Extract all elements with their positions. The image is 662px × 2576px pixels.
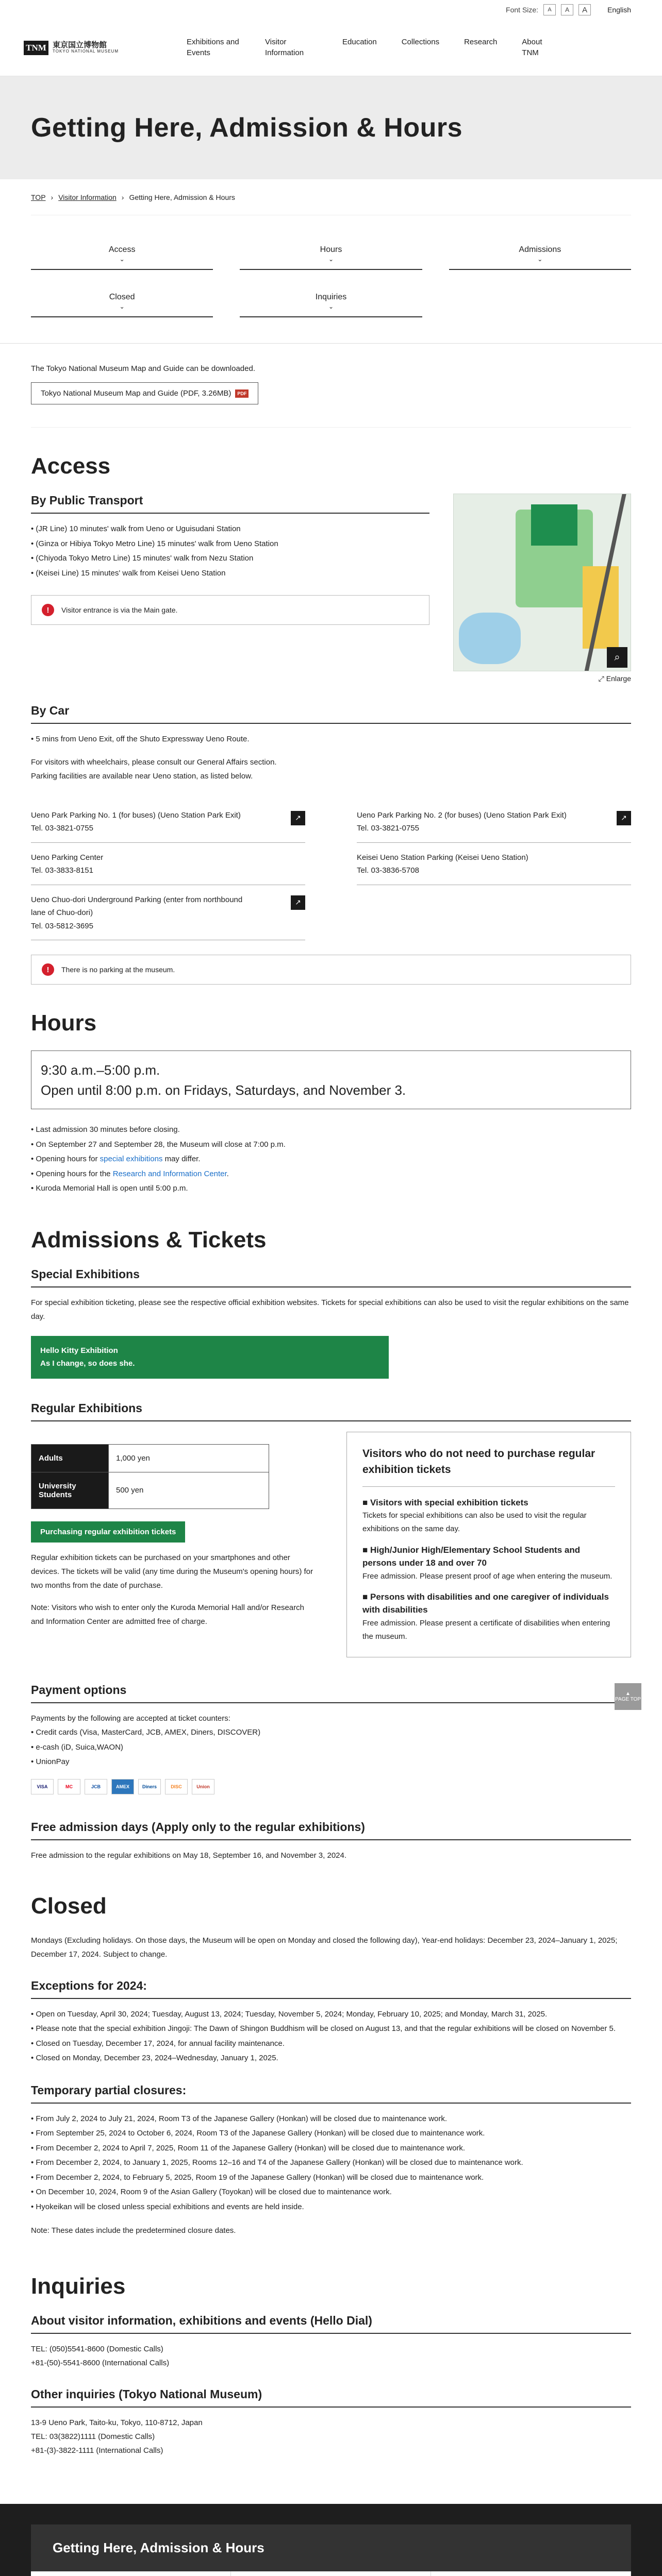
regular-exhibitions-title: Regular Exhibitions [31, 1401, 631, 1421]
nav-exhibitions[interactable]: Exhibitions and Events [187, 38, 239, 57]
guide-text: The Tokyo National Museum Map and Guide can be downloaded. [31, 364, 255, 373]
page-top-label: PAGE TOP [615, 1697, 641, 1703]
map-museum-area [531, 504, 577, 546]
admissions-section [31, 1196, 641, 1862]
visa-icon: VISA [31, 1779, 54, 1794]
list-item: • 5 mins from Ueno Exit, off the Shuto Expressway Ueno Route. [31, 732, 631, 747]
parking-item [31, 801, 305, 843]
no-parking-text: There is no parking at the museum. [61, 965, 175, 974]
list-item: • Closed on Tuesday, December 17, 2024, for annual facility maintenance. [31, 2037, 631, 2052]
exceptions-title: Exceptions for 2024: [31, 1979, 631, 1999]
other-inquiries-title: Other inquiries (Tokyo National Museum) [31, 2387, 631, 2408]
parking-name: Ueno Park Parking No. 2 (for buses) (Ueno Station Park Exit) [357, 810, 567, 820]
payment-logos [31, 1779, 631, 1794]
entrance-note [31, 595, 429, 625]
external-link-icon[interactable]: ↗ [291, 895, 305, 910]
parking-item [31, 885, 305, 941]
list-item: • Opening hours for the Research and Information Center. [31, 1167, 631, 1182]
language-selector[interactable]: English [607, 6, 631, 14]
temporary-closures-list [31, 2112, 631, 2215]
hours-title: Hours [31, 1010, 97, 1036]
list-item: • Credit cards (Visa, MasterCard, JCB, AMEX, Diners, DISCOVER) [31, 1725, 631, 1740]
enlarge-label: Enlarge [606, 674, 631, 683]
chevron-down-icon: ⌄ [119, 303, 125, 310]
footer-title: Getting Here, Admission & Hours [31, 2524, 631, 2571]
chevron-down-icon: ⌄ [328, 303, 334, 310]
parking-item [31, 843, 305, 885]
site-header [0, 20, 662, 76]
footer-link-campus-members[interactable] [231, 2571, 431, 2576]
entrance-note-text: Visitor entrance is via the Main gate. [61, 606, 178, 614]
hours-box [31, 1050, 631, 1109]
car-list [31, 732, 631, 747]
list-item: • From July 2, 2024 to July 21, 2024, Room T3 of the Japanese Gallery (Honkan) will be closed due to maintenance work. [31, 2112, 631, 2127]
no-parking-note [31, 955, 631, 985]
jump-hours[interactable] [240, 241, 422, 270]
parking-name: Ueno Chuo-dori Underground Parking (enter from northbound lane of Chuo-dori) [31, 895, 243, 917]
parking-item [357, 801, 631, 843]
special-text: For special exhibition ticketing, please see the respective official exhibition websites. Tickets for special exhibitions can also be used to visit the regular exhibitions on the same day. [31, 1298, 629, 1321]
regular-note: Note: Visitors who wish to enter only the Kuroda Memorial Hall and/or Research and Information Center are admitted free of charge. [31, 1603, 304, 1626]
parking-tel: Tel. 03-3833-8151 [31, 866, 93, 875]
jump-access[interactable] [31, 241, 213, 270]
list-item: • e-cash (iD, Suica,WAON) [31, 1740, 631, 1755]
list-item: • Hyokeikan will be closed unless special exhibitions and events are held inside. [31, 2200, 631, 2215]
page-title: Getting Here, Admission & Hours [31, 113, 463, 143]
breadcrumb [31, 179, 631, 215]
topbar [0, 0, 662, 20]
site-logo[interactable] [24, 41, 160, 55]
amex-icon: AMEX [111, 1779, 134, 1794]
list-item [31, 1152, 631, 1167]
temporary-note: Note: These dates include the predetermined closure dates. [31, 2226, 236, 2235]
breadcrumb-current: Getting Here, Admission & Hours [129, 193, 235, 201]
alert-icon: ! [42, 604, 54, 616]
free-item-desc: Free admission. Please present proof of age when entering the museum. [362, 1571, 613, 1581]
admissions-title: Admissions & Tickets [31, 1227, 267, 1252]
car-text-1: For visitors with wheelchairs, please consult our General Affairs section. [31, 757, 277, 767]
free-item-desc: Tickets for special exhibitions can also be used to visit the regular exhibitions on the same day. [362, 1511, 587, 1534]
footer-link-admissions[interactable] [31, 2571, 231, 2576]
tel-international: +81-(3)-3822-1111 (International Calls) [31, 2446, 163, 2455]
jcb-icon: JCB [85, 1779, 107, 1794]
visitor-inquiries-title: About visitor information, exhibitions and events (Hello Dial) [31, 2314, 631, 2334]
list-item: • On September 27 and September 28, the Museum will close at 7:00 p.m. [31, 1138, 631, 1153]
free-days-text: Free admission to the regular exhibitions on May 18, September 16, and November 3, 2024. [31, 1851, 347, 1860]
special-button-line2: As I change, so does she. [40, 1359, 135, 1368]
jump-admissions[interactable] [449, 241, 631, 270]
list-item: • On December 10, 2024, Room 9 of the Asian Gallery (Toyokan) will be closed due to maintenance work. [31, 2185, 631, 2200]
hours-extended: Open until 8:00 p.m. on Fridays, Saturdays, and November 3. [41, 1082, 406, 1098]
list-item: • Closed on Monday, December 23, 2024–Wednesday, January 1, 2025. [31, 2051, 631, 2066]
parking-name: Keisei Ueno Station Parking (Keisei Ueno Station) [357, 853, 528, 862]
map-guide-download-button[interactable] [31, 382, 258, 404]
hours-notes [31, 1123, 631, 1196]
expand-icon: ⤢ [598, 674, 606, 683]
free-visitors-title: Visitors who do not need to purchase regular exhibition tickets [362, 1446, 615, 1487]
free-item-title: ■ Persons with disabilities and one caregiver of individuals with disabilities [362, 1591, 609, 1615]
list-item: • Please note that the special exhibition Jingoji: The Dawn of Shingon Buddhism will be closed on August 13, and that the regular exhibitions will be closed on November 5. [31, 2022, 631, 2037]
parking-tel: Tel. 03-3821-0755 [357, 824, 419, 833]
free-item-title: ■ Visitors with special exhibition tickets [362, 1497, 528, 1507]
enlarge-link[interactable] [453, 674, 631, 683]
closed-title: Closed [31, 1893, 107, 1919]
external-link-icon[interactable]: ↗ [291, 811, 305, 825]
opening-pre: Opening hours for [36, 1169, 100, 1178]
chevron-down-icon: ⌄ [119, 256, 125, 263]
global-nav [160, 37, 556, 58]
list-item: • (Chiyoda Tokyo Metro Line) 15 minutes' walk from Nezu Station [31, 551, 429, 566]
jump-access-label: Access [108, 245, 136, 254]
list-item: • From September 25, 2024 to October 6, 2024, Room T3 of the Japanese Gallery (Honkan) will be closed due to maintenance work. [31, 2126, 631, 2141]
alert-icon: ! [42, 963, 54, 976]
list-item: • (Ginza or Hibiya Tokyo Metro Line) 15 minutes' walk from Ueno Station [31, 537, 429, 552]
font-size-small-button[interactable]: A [543, 4, 556, 15]
temporary-closures-title: Temporary partial closures: [31, 2083, 631, 2104]
buy-tickets-button[interactable]: Purchasing regular exhibition tickets [31, 1521, 185, 1543]
breadcrumb-separator: › [121, 193, 124, 201]
parking-tel: Tel. 03-3821-0755 [31, 824, 93, 833]
list-item: • Open on Tuesday, April 30, 2024; Tuesday, August 13, 2024; Tuesday, November 5, 2024; Monday, February 10, 2025; and Monday, March 31, 2025. [31, 2007, 631, 2022]
tel-domestic: TEL: 03(3822)1111 (Domestic Calls) [31, 2432, 155, 2442]
opening-post: may differ. [162, 1155, 201, 1163]
special-exhibitions-link[interactable]: special exhibitions [100, 1155, 163, 1163]
font-size-large-button[interactable]: A [578, 4, 591, 15]
jump-inquiries-label: Inquiries [315, 293, 347, 301]
price-value: 500 yen [109, 1472, 269, 1509]
payment-options [31, 1683, 641, 1794]
list-item: • Last admission 30 minutes before closing. [31, 1123, 631, 1138]
list-item: • (JR Line) 10 minutes' walk from Ueno or Uguisudani Station [31, 522, 429, 537]
nav-collections[interactable]: Collections [401, 38, 440, 47]
by-car-title: By Car [31, 704, 631, 724]
parking-name: Ueno Park Parking No. 1 (for buses) (Ueno Station Park Exit) [31, 810, 241, 820]
price-label: Adults [31, 1444, 109, 1472]
free-item-title: ■ High/Junior High/Elementary School Students and persons under 18 and over 70 [362, 1545, 581, 1568]
public-transport-title: By Public Transport [31, 494, 429, 514]
list-item: • Kuroda Memorial Hall is open until 5:00 p.m. [31, 1181, 631, 1196]
jump-closed[interactable] [31, 289, 213, 317]
opening-pre: Opening hours for [36, 1155, 100, 1163]
special-exhibition-button[interactable] [31, 1336, 389, 1379]
logo-mark: TNM [24, 41, 48, 55]
chevron-down-icon: ⌄ [537, 256, 543, 263]
special-exhibitions-title: Special Exhibitions [31, 1267, 631, 1287]
download-label: Tokyo National Museum Map and Guide (PDF, 3.26MB) [41, 389, 231, 398]
discover-icon: DISC [165, 1779, 188, 1794]
map-pond [459, 613, 521, 664]
jump-hours-label: Hours [320, 245, 342, 254]
diners-icon: Diners [138, 1779, 161, 1794]
list-item: • (Keisei Line) 15 minutes' walk from Keisei Ueno Station [31, 566, 429, 581]
external-link-icon[interactable]: ↗ [617, 811, 631, 825]
hours-section [31, 985, 631, 1196]
list-item: • From December 2, 2024, to January 1, 2025, Rooms 12–16 and T4 of the Japanese Gallery (Honkan) will be closed due to maintenance work. [31, 2156, 631, 2171]
price-table [31, 1444, 269, 1509]
inquiries-title: Inquiries [31, 2274, 126, 2299]
nav-education[interactable]: Education [342, 38, 377, 47]
font-size-label: Font Size: [506, 6, 539, 14]
parking-item [357, 843, 631, 885]
payment-list [31, 1725, 631, 1770]
special-button-line1: Hello Kitty Exhibition [40, 1346, 118, 1355]
chevron-down-icon: ⌄ [328, 256, 334, 263]
table-row [31, 1472, 269, 1509]
access-section [31, 428, 631, 985]
free-days-title: Free admission days (Apply only to the regular exhibitions) [31, 1820, 631, 1840]
breadcrumb-top[interactable]: TOP [31, 193, 46, 201]
font-size-medium-button[interactable]: A [561, 4, 573, 15]
nav-about[interactable]: About TNM [522, 38, 542, 57]
opening-post: . [226, 1169, 229, 1178]
visitor-tel-domestic: TEL: (050)5541-8600 (Domestic Calls) [31, 2345, 163, 2354]
footer-nav [0, 2504, 662, 2576]
nav-visitor-information[interactable]: Visitor Information [265, 38, 304, 57]
arrow-up-icon: ▲ [625, 1691, 631, 1697]
table-row [31, 1444, 269, 1472]
breadcrumb-separator: › [51, 193, 54, 201]
address: 13-9 Ueno Park, Taito-ku, Tokyo, 110-8712, Japan [31, 2418, 203, 2428]
list-item: • From December 2, 2024 to April 7, 2025, Room 11 of the Japanese Gallery (Honkan) will be closed due to maintenance work. [31, 2141, 631, 2156]
jump-admissions-label: Admissions [519, 245, 561, 254]
free-item-desc: Free admission. Please present a certificate of disabilities when entering the museum. [362, 1618, 610, 1641]
visitor-tel-international: +81-(50)-5541-8600 (International Calls) [31, 2359, 170, 2368]
car-text-2: Parking facilities are available near Ueno station, as listed below. [31, 771, 253, 781]
access-map[interactable] [453, 494, 631, 671]
footer-link-research-center[interactable] [431, 2571, 631, 2576]
regular-text: Regular exhibition tickets can be purchased on your smartphones and other devices. The tickets will be valid (any time during the Museum's opening hours) for two months from the date of purchase. [31, 1553, 313, 1590]
page-jump-links [0, 215, 662, 344]
access-title: Access [31, 453, 111, 479]
inquiries-section [31, 2238, 631, 2458]
unionpay-icon: Union [192, 1779, 214, 1794]
exceptions-list [31, 2007, 631, 2066]
zoom-icon[interactable]: ⌕ [607, 647, 627, 668]
jump-closed-label: Closed [109, 293, 135, 301]
research-center-link[interactable]: Research and Information Center [112, 1169, 227, 1178]
by-car [31, 704, 631, 985]
transport-list [31, 522, 429, 581]
price-label: University Students [31, 1472, 109, 1509]
page-top-button[interactable] [615, 1683, 641, 1710]
mastercard-icon: MC [58, 1779, 80, 1794]
parking-list [31, 801, 631, 941]
map-guide [31, 344, 631, 428]
parking-name: Ueno Parking Center [31, 853, 104, 862]
hours-main: 9:30 a.m.–5:00 p.m. [41, 1062, 160, 1078]
nav-research[interactable]: Research [464, 38, 498, 47]
page-title-band [0, 76, 662, 179]
list-item: • From December 2, 2024, to February 5, 2025, Room 19 of the Japanese Gallery (Honkan) will be closed due to maintenance work. [31, 2171, 631, 2185]
closed-text: Mondays (Excluding holidays. On those days, the Museum will be open on Monday and closed the following day), Year-end holidays: December 23, 2024–January 1, 2025; December 17, 2024. Subject to change. [31, 1936, 618, 1959]
payment-title: Payment options [31, 1683, 631, 1703]
free-visitors-box [346, 1432, 631, 1658]
breadcrumb-visitor-information[interactable]: Visitor Information [58, 193, 117, 201]
logo-en: TOKYO NATIONAL MUSEUM [53, 49, 119, 54]
footer-links [31, 2571, 631, 2576]
logo-jp: 東京国立博物館 [53, 40, 107, 49]
parking-tel: Tel. 03-5812-3695 [31, 921, 93, 930]
pdf-icon: PDF [235, 389, 249, 398]
closed-section [31, 1862, 631, 2238]
list-item: • UnionPay [31, 1755, 631, 1770]
jump-inquiries[interactable] [240, 289, 422, 317]
price-value: 1,000 yen [109, 1444, 269, 1472]
payment-text: Payments by the following are accepted at ticket counters: [31, 1714, 230, 1723]
parking-tel: Tel. 03-3836-5708 [357, 866, 419, 875]
